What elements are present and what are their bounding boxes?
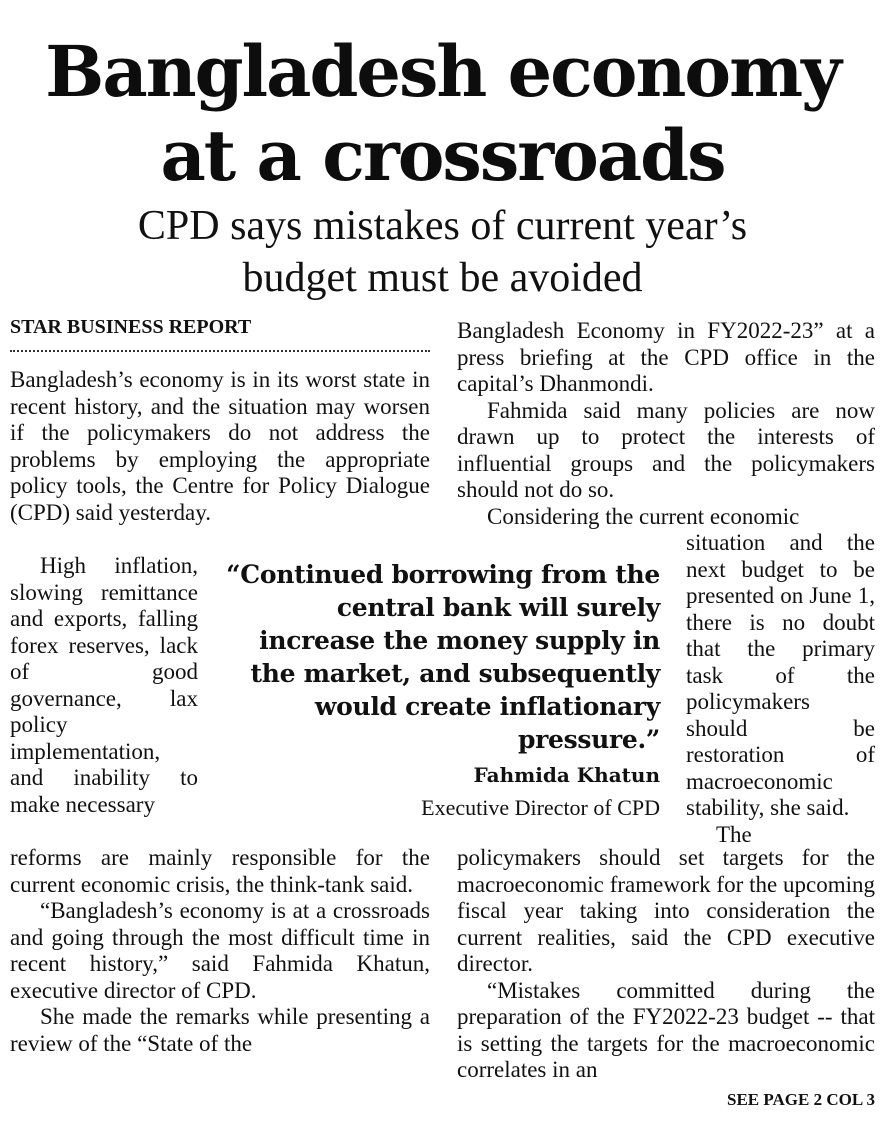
paragraph: The: [716, 821, 752, 847]
right-column-top: [457, 318, 875, 530]
headline-line-2: at a crossroads: [160, 114, 725, 197]
paragraph: “Bangladesh’s economy is at a crossroads and going through the most difficult time in recent history,” said Fahmida Khatun, executive director of CPD.: [10, 898, 430, 1003]
left-column-top: [10, 367, 430, 526]
paragraph: reforms are mainly responsible for the current economic crisis, the think-tank said.: [10, 845, 430, 897]
paragraph: High inflation, slowing remittance and exports, falling forex reserves, lack of good governance, lax policy implementation, and inability to make necessary: [10, 553, 198, 817]
paragraph: policymakers should set targets for the macroeconomic framework for the upcoming fiscal year taking into consideration the current realities, said the CPD executive director.: [457, 845, 875, 976]
subheadline: [0, 200, 885, 304]
byline: STAR BUSINESS REPORT: [10, 316, 252, 338]
left-column-wrap: [10, 553, 198, 818]
continuation-reference[interactable]: SEE PAGE 2 COL 3: [727, 1090, 875, 1109]
paragraph: Considering the current economic: [487, 503, 800, 529]
right-column-bottom: [457, 845, 875, 1084]
paragraph: Fahmida said many policies are now drawn up to protect the interests of influential groups and the policymakers should not do so.: [457, 397, 875, 502]
headline: [0, 30, 885, 198]
headline-line-1: Bangladesh economy: [45, 30, 840, 113]
paragraph: “Mistakes committed during the preparation of the FY2022-23 budget -- that is setting the targets for the macroeconomic correlates in an: [457, 977, 875, 1082]
byline-divider: [10, 350, 430, 352]
pull-quote-attribution-name: Fahmida Khatun: [473, 763, 660, 787]
paragraph: situation and the next budget to be presented on June 1, there is no doubt that the primary task of the policymakers should be restoration of macroeconomic stability, she said.: [686, 530, 875, 820]
pull-quote: “Continued borrowing from the central bank will surely increase the money supply in the market, and subsequently would create inflationary pressure.”: [226, 560, 660, 754]
subhead-line-1: CPD says mistakes of current year’s: [137, 203, 748, 249]
paragraph: She made the remarks while presenting a review of the “State of the: [10, 1004, 430, 1056]
paragraph: Bangladesh Economy in FY2022-23” at a press briefing at the CPD office in the capital’s Dhanmondi.: [457, 318, 875, 396]
paragraph: Bangladesh’s economy is in its worst state in recent history, and the situation may worsen if the policymakers do not address the problems by employing the appropriate policy tools, the Centre for Policy Dialogue (CPD) said yesterday.: [10, 367, 430, 525]
subhead-line-2: budget must be avoided: [242, 255, 643, 301]
right-column-wrap: [686, 530, 875, 848]
left-column-bottom: [10, 845, 430, 1057]
pull-quote-attribution-title: Executive Director of CPD: [421, 795, 660, 820]
